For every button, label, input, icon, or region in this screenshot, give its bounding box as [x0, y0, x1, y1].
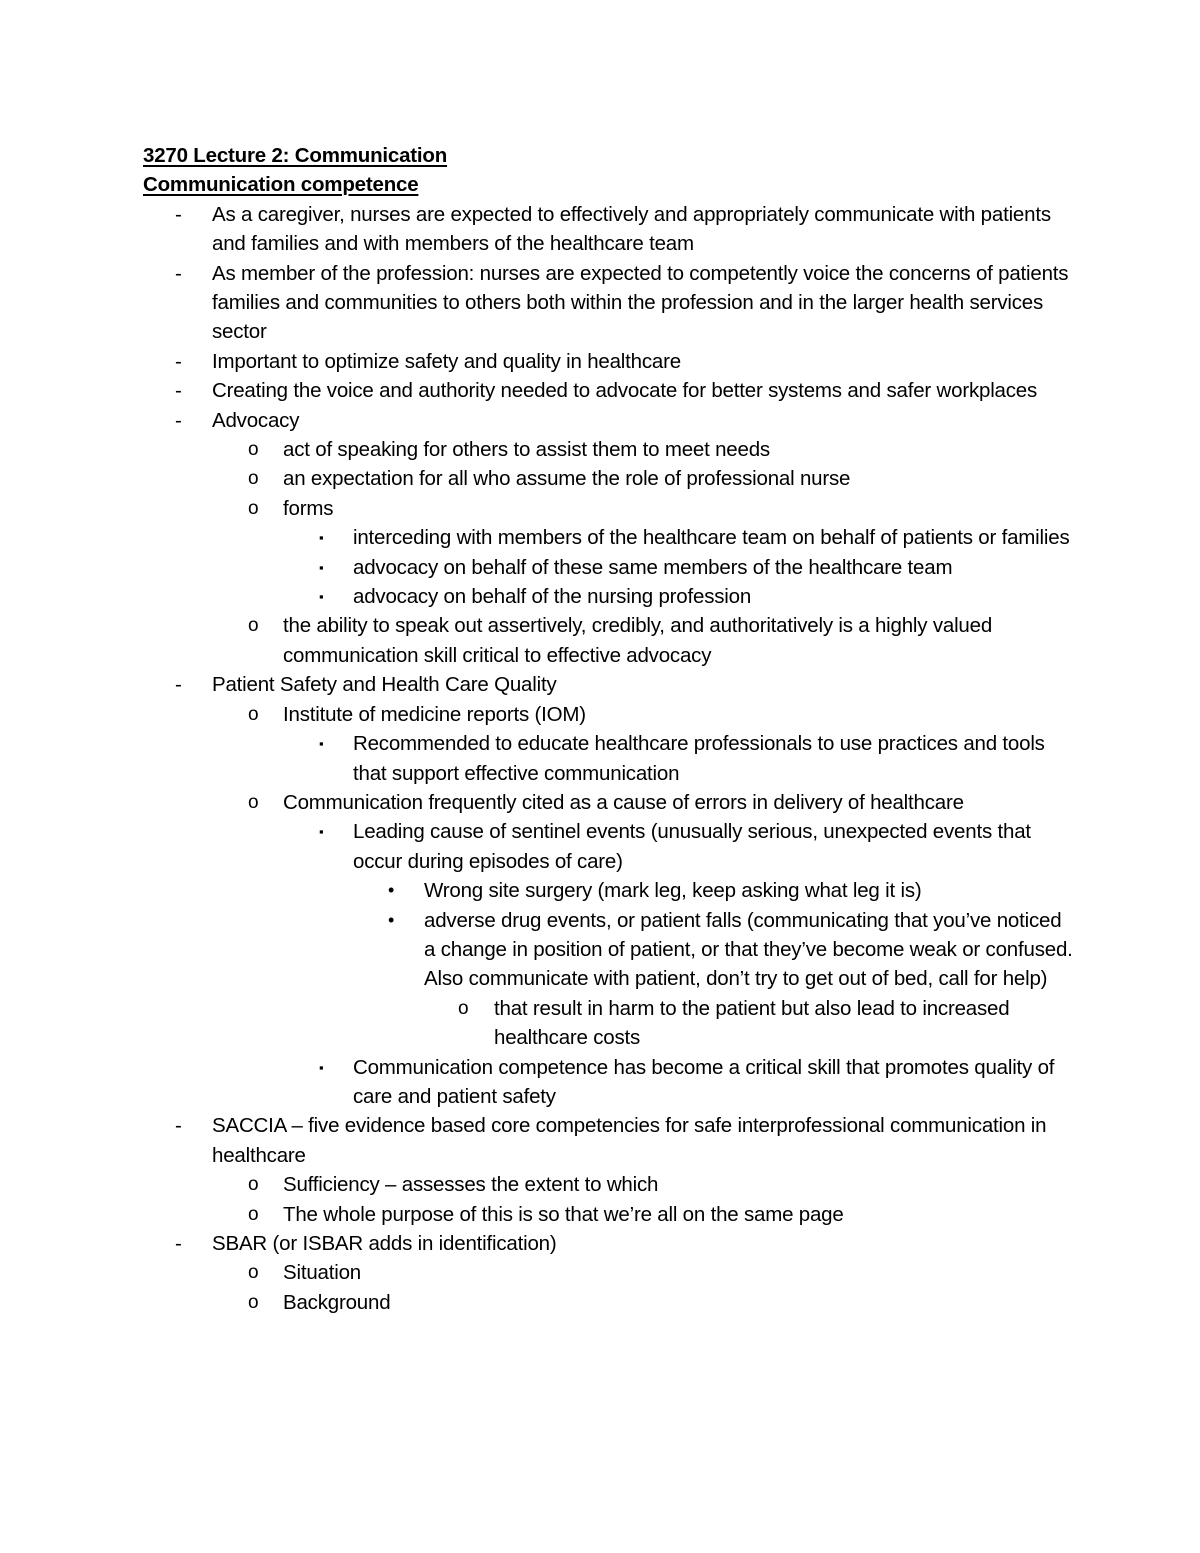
square-marker: ▪ — [319, 736, 324, 752]
circle-marker: o — [248, 703, 259, 725]
circle-marker: o — [248, 791, 259, 813]
circle-marker: o — [248, 439, 259, 461]
circle-marker: o — [458, 997, 469, 1019]
list-item — [143, 464, 1073, 493]
document-body — [143, 141, 1073, 1317]
list-item — [143, 200, 1073, 259]
square-marker: ▪ — [319, 589, 324, 605]
list-item-text: forms — [283, 496, 334, 520]
list-item — [143, 906, 1073, 994]
dash-marker: - — [175, 379, 182, 403]
list-item — [143, 347, 1073, 376]
list-item — [143, 553, 1073, 582]
list-item — [143, 611, 1073, 670]
square-marker: ▪ — [319, 559, 324, 575]
list-item-text: Situation — [283, 1261, 361, 1285]
circle-marker: o — [248, 468, 259, 490]
list-item — [143, 670, 1073, 699]
list-item-text: SBAR (or ISBAR adds in identification) — [212, 1232, 557, 1255]
list-item — [143, 1170, 1073, 1199]
list-item — [143, 582, 1073, 611]
list-item — [143, 1288, 1073, 1317]
circle-marker: o — [248, 1291, 259, 1313]
list-item-text: that result in harm to the patient but also lead to increased healthcare costs — [494, 996, 1010, 1050]
list-item-text: adverse drug events, or patient falls (communicating that you’ve noticed a change in position of patient, or that they’ve become weak or confused. Also communicate with patient, don’t try to get out of bed, call for help) — [424, 908, 1073, 991]
list-item-text: Communication frequently cited as a cause of errors in delivery of healthcare — [283, 790, 964, 814]
list-item — [143, 876, 1073, 905]
list-item — [143, 435, 1073, 464]
list-item-text: Institute of medicine reports (IOM) — [283, 702, 586, 726]
list-item — [143, 1053, 1073, 1112]
list-item-text: Sufficiency – assesses the extent to which — [283, 1173, 659, 1197]
list-item-text: Wrong site surgery (mark leg, keep asking what leg it is) — [424, 879, 922, 903]
dash-marker: - — [175, 673, 182, 697]
list-item-text: advocacy on behalf of the nursing profession — [353, 585, 752, 609]
list-item-text: The whole purpose of this is so that we’re all on the same page — [283, 1202, 844, 1226]
list-item-text: the ability to speak out assertively, credibly, and authoritatively is a highly valued communication skill critical to effective advocacy — [283, 614, 993, 667]
list-item-text: As a caregiver, nurses are expected to effectively and appropriately communicate with patients and families and with members of the healthcare team — [212, 202, 1051, 256]
list-item — [143, 406, 1073, 435]
dash-marker: - — [175, 1232, 182, 1255]
square-marker: ▪ — [319, 530, 324, 546]
list-item-text: Recommended to educate healthcare professionals to use practices and tools that support effective communication — [353, 732, 1045, 785]
list-item-text: Important to optimize safety and quality in healthcare — [212, 349, 681, 373]
list-item-text: interceding with members of the healthcare team on behalf of patients or families — [353, 526, 1070, 550]
list-item-text: an expectation for all who assume the role of professional nurse — [283, 467, 851, 491]
square-marker: ▪ — [319, 1059, 324, 1075]
list-item — [143, 1229, 1073, 1258]
list-item — [143, 994, 1073, 1053]
list-item — [143, 729, 1073, 788]
list-item-text: advocacy on behalf of these same members of the healthcare team — [353, 555, 953, 579]
bullet-marker: • — [388, 909, 395, 930]
list-item-text: Creating the voice and authority needed to advocate for better systems and safer workplaces — [212, 379, 1038, 403]
square-marker: ▪ — [319, 824, 324, 840]
list-item-text: SACCIA – five evidence based core competencies for safe interprofessional communication in healthcare — [212, 1114, 1047, 1167]
list-item-text: act of speaking for others to assist them to meet needs — [283, 438, 770, 462]
circle-marker: o — [248, 497, 259, 519]
list-item — [143, 817, 1073, 876]
list-item — [143, 788, 1073, 817]
list-item — [143, 523, 1073, 552]
dash-marker: - — [175, 261, 182, 285]
list-item — [143, 700, 1073, 729]
list-item-text: Patient Safety and Health Care Quality — [212, 673, 557, 697]
dash-marker: - — [175, 408, 182, 432]
list-item — [143, 376, 1073, 405]
list-item — [143, 1111, 1073, 1170]
list-item-text: Leading cause of sentinel events (unusually serious, unexpected events that occur during episodes of care) — [353, 820, 1031, 873]
section-heading: Communication competence — [143, 173, 419, 197]
list-item — [143, 494, 1073, 523]
list-item — [143, 1200, 1073, 1229]
circle-marker: o — [248, 1262, 259, 1284]
list-item — [143, 259, 1073, 347]
dash-marker: - — [175, 349, 182, 373]
list-item-text: As member of the profession: nurses are expected to competently voice the concerns of patients families and communities to others both within the profession and in the larger health services sector — [212, 261, 1069, 344]
list-item-text: Advocacy — [212, 408, 300, 432]
circle-marker: o — [248, 615, 259, 637]
circle-marker: o — [248, 1203, 259, 1225]
list-item-text: Communication competence has become a critical skill that promotes quality of care and patient safety — [353, 1055, 1055, 1108]
bullet-marker: • — [388, 880, 395, 901]
list-item-text: Background — [283, 1290, 391, 1314]
dash-marker: - — [175, 202, 182, 226]
dash-marker: - — [175, 1114, 182, 1138]
list-item — [143, 1258, 1073, 1287]
document-title: 3270 Lecture 2: Communication — [143, 144, 448, 167]
circle-marker: o — [248, 1174, 259, 1196]
